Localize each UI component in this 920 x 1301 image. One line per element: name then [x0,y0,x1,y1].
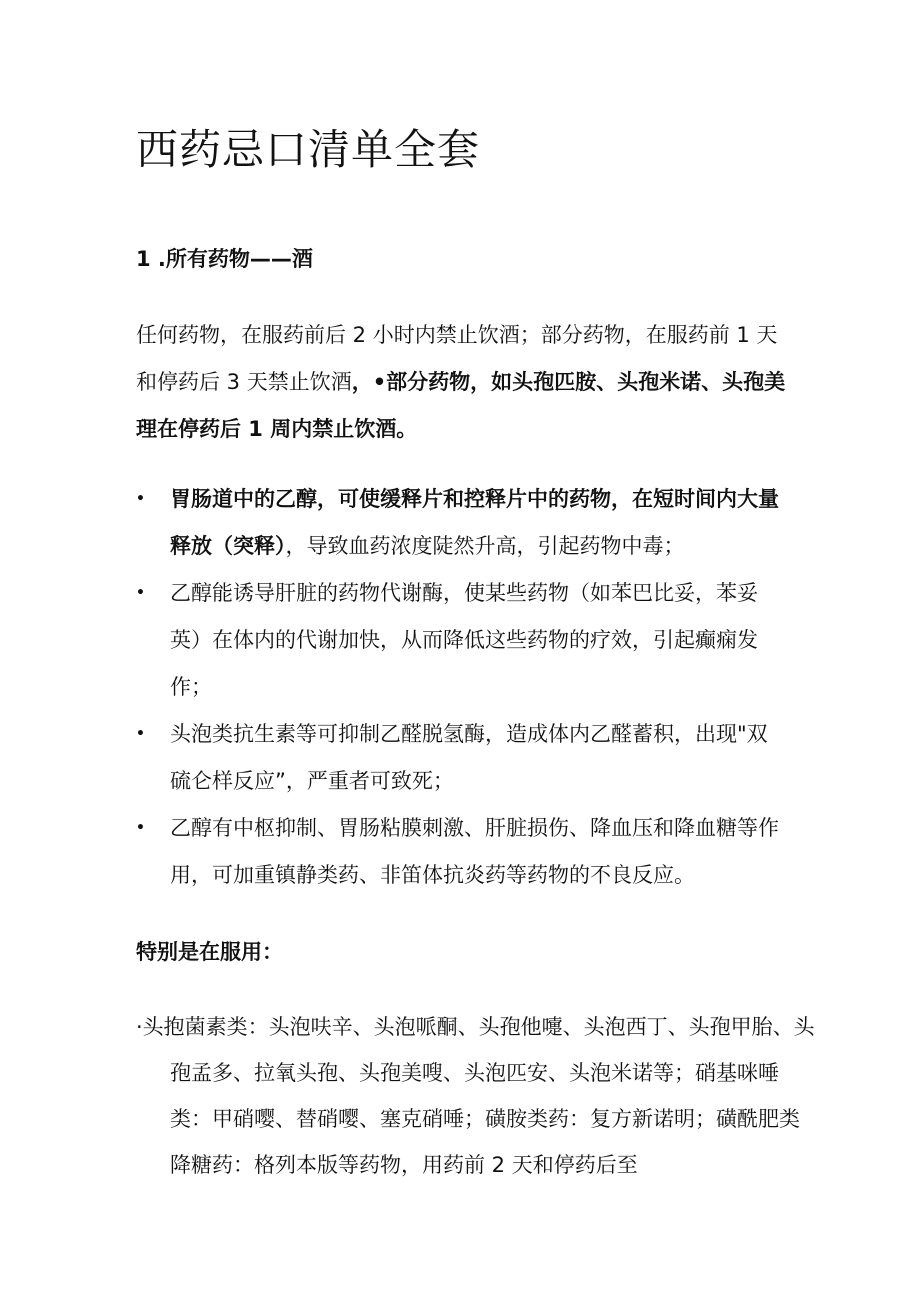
bullet-marker: • [136,491,145,507]
list-item [136,570,786,711]
list-item-text: 乙醇有中枢抑制、胃肠粘膜刺激、肝脏损伤、降血压和降血糖等作用，可加重镇静类药、非笛体抗炎药等药物的不良反应。 [170,816,779,887]
bullet-marker: • [136,726,145,742]
page-title: 西药忌口清单全套 [136,125,481,174]
list-item-text: 头泡类抗生素等可抑制乙醛脱氢酶，造成体内乙醛蓄积，出现"双硫仑样反应”，严重者可致死； [170,722,768,793]
section-heading-alcohol: 1 .所有药物——酒 [136,247,313,271]
bullet-marker: • [136,585,145,601]
list-item [136,805,786,899]
list-item-text: ，导致血药浓度陡然升高，引起药物中毒； [285,534,685,558]
alcohol-intro-paragraph [136,312,786,453]
intro-text-normal: 任何药物，在服药前后 2 小时内禁止饮酒；部分药物，在服药前 1 天和停药后 3 天禁止饮酒 [136,323,778,394]
list-item [136,476,786,570]
list-item-bold: 胃肠道中的乙醇，可使缓释片和控释片中的药物，在短时间内大量释放（突释） [170,487,779,558]
special-heading: 特别是在服用： [136,940,283,964]
drug-class-paragraph: ·头抱菌素类：头泡呋辛、头泡哌酮、头孢他嚏、头泡西丁、头孢甲胎、头孢孟多、拉氧头孢、头孢美嗖、头泡匹安、头泡米诺等；硝基咪唾类：甲硝嘤、替硝嘤、塞克硝唾；磺胺类药：复方新诺明；磺酰肥类降糖药：格列本版等药物，用药前 2 天和停药后至 [136,1015,815,1177]
intro-text-bold: ，•部分药物，如头孢匹胺、头孢米诺、头孢美理在停药后 1 周内禁止饮酒。 [136,370,786,441]
list-item [136,711,786,805]
list-item-text: 乙醇能诱导肝脏的药物代谢酶，使某些药物（如苯巴比妥，苯妥英）在体内的代谢加快，从而降低这些药物的疗效，引起癫痫发作； [170,581,758,699]
bullet-marker: • [136,820,145,836]
effects-bullet-list [136,476,786,899]
